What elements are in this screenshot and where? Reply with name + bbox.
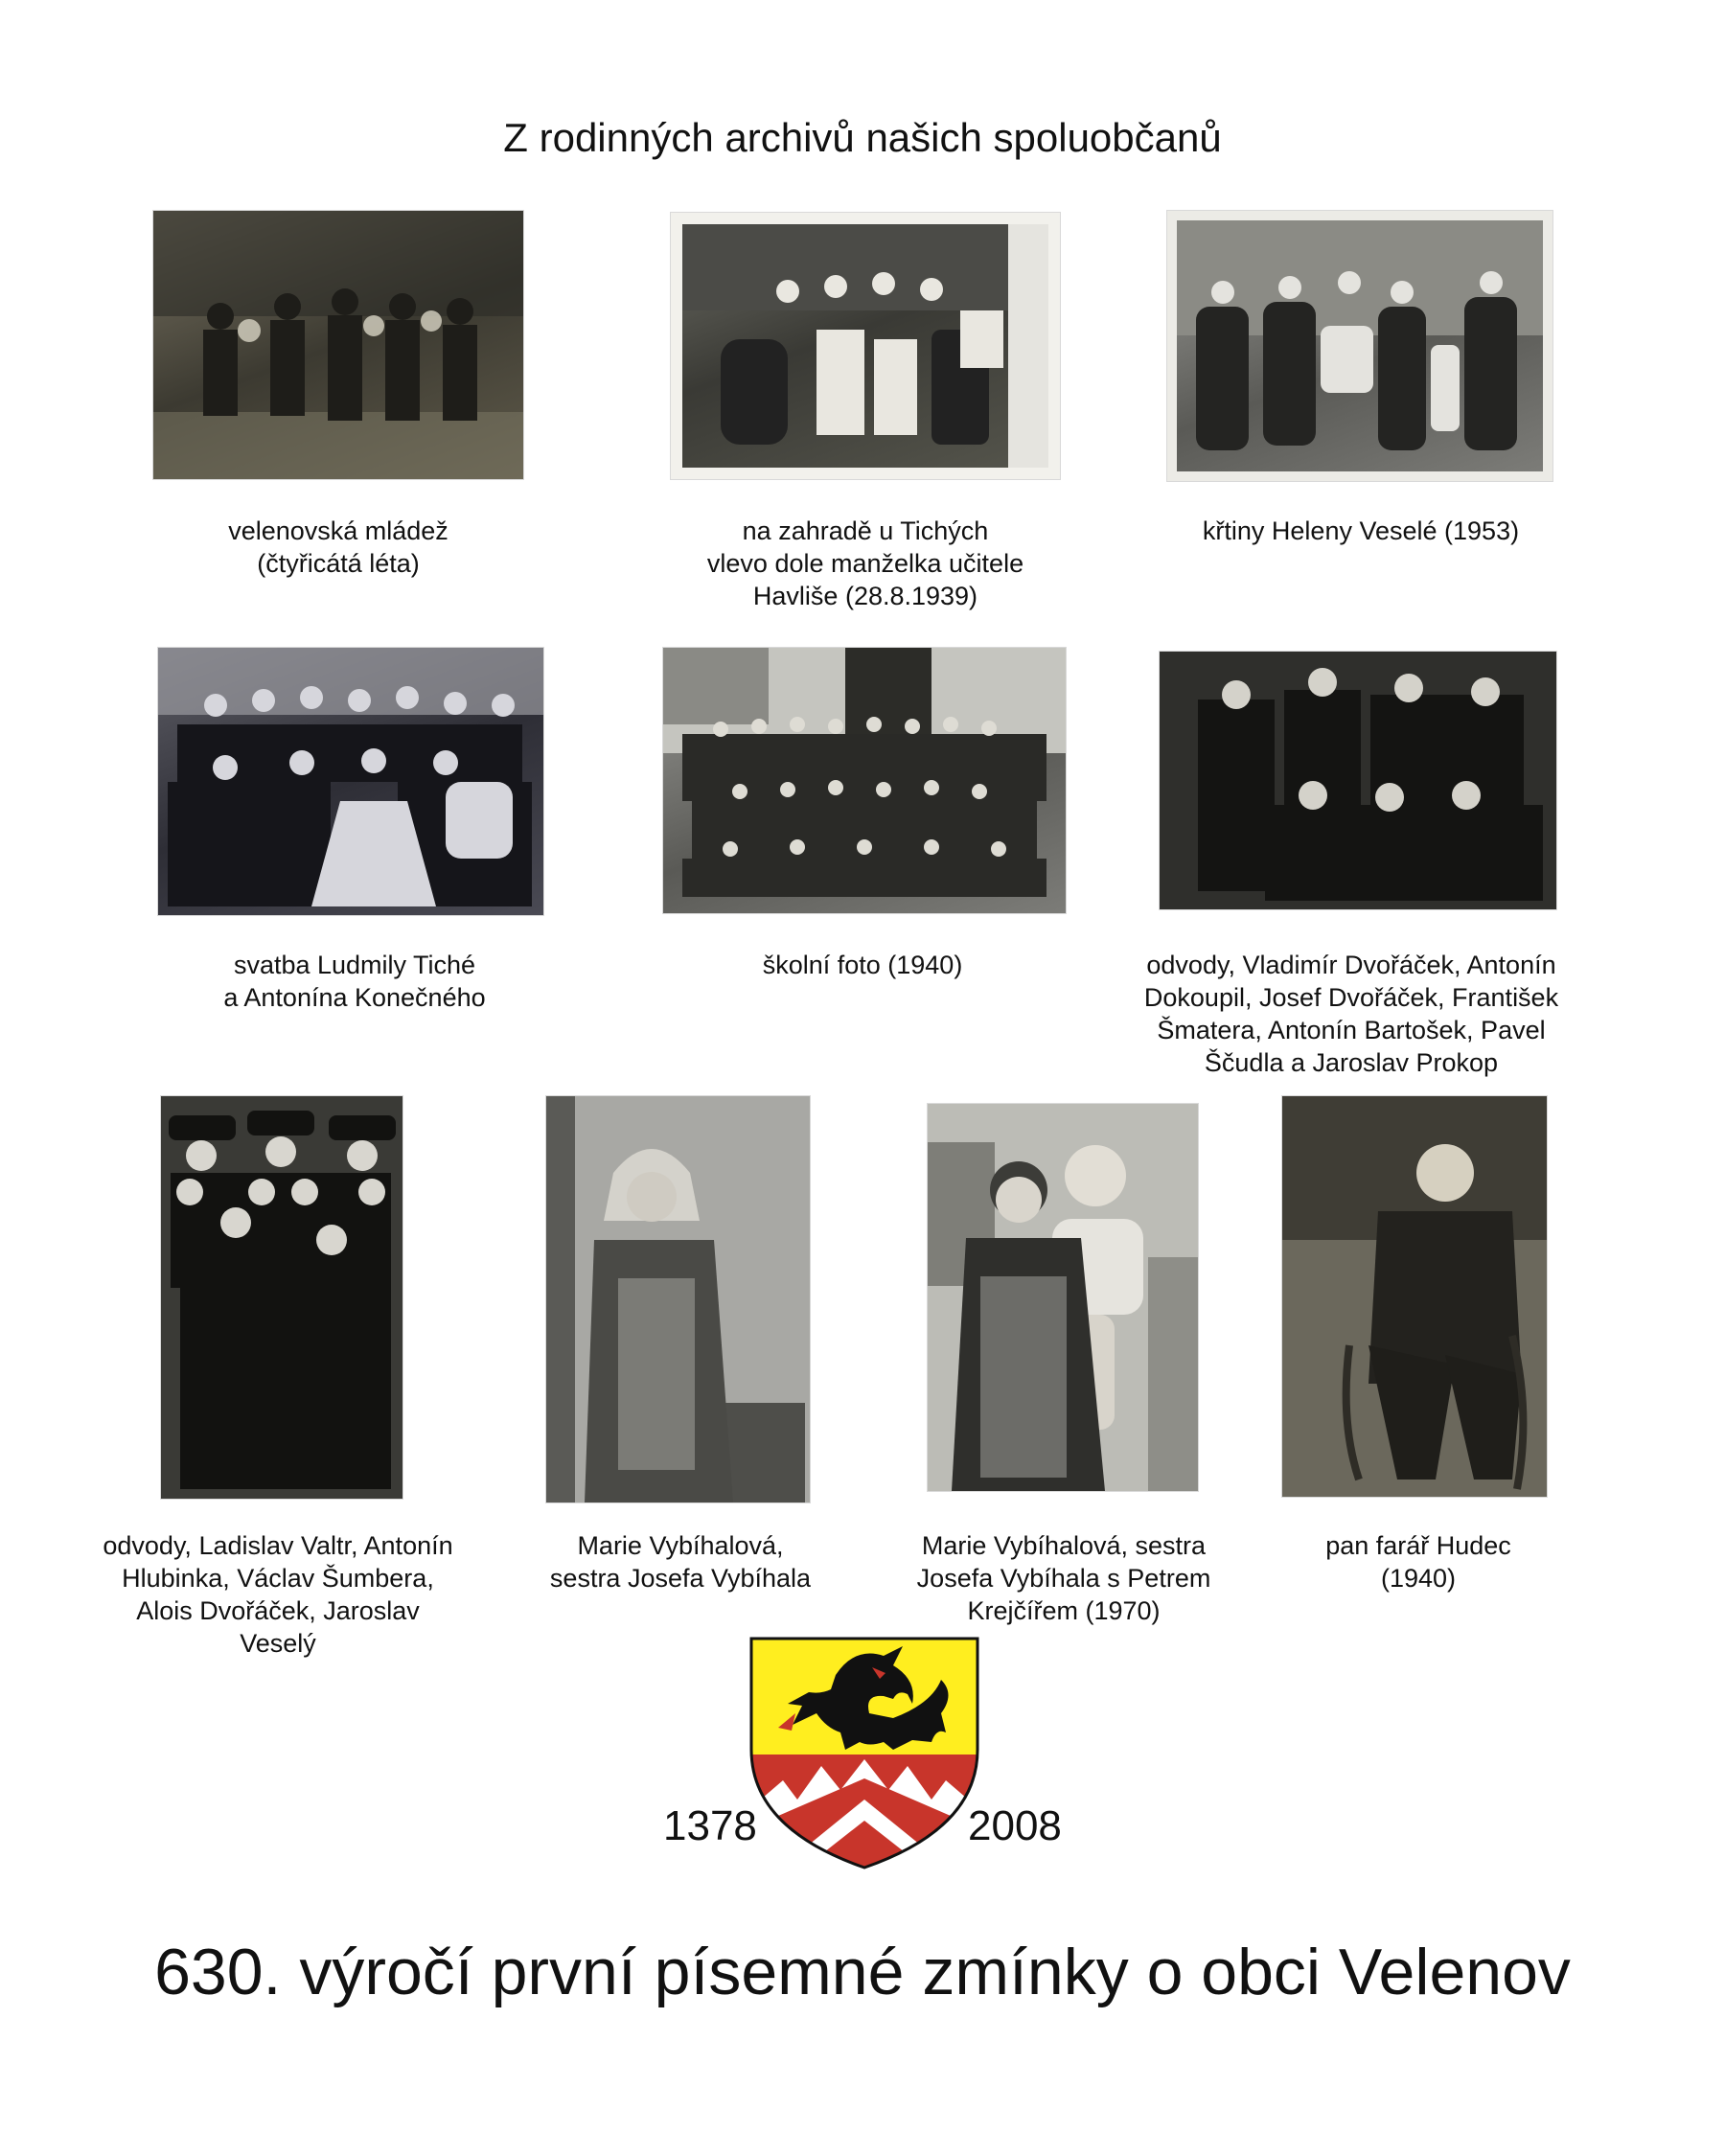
photo-marie-with-petr — [928, 1104, 1198, 1491]
photo-priest-hudec — [1282, 1096, 1547, 1497]
page-footer-heading: 630. výročí první písemné zmínky o obci Velenov — [154, 1936, 1571, 2008]
photo-conscripts-1 — [1160, 652, 1556, 909]
photo-school — [663, 648, 1066, 913]
photo-christening — [1167, 211, 1552, 481]
caption-photo-8: Marie Vybíhalová, sestra Josefa Vybíhala — [549, 1531, 812, 1593]
photo-wedding — [158, 648, 543, 915]
photo-conscripts-2 — [161, 1096, 402, 1499]
coat-of-arms — [749, 1637, 979, 1869]
year-start: 1378 — [663, 1802, 757, 1849]
caption-photo-4: svatba Ludmily Tiché a Antonína Konečného — [223, 951, 486, 1012]
page-title: Z rodinných archivů našich spoluobčanů — [503, 115, 1222, 160]
caption-photo-1: velenovská mládež (čtyřicátá léta) — [228, 516, 448, 578]
caption-photo-2: na zahradě u Tichých vlevo dole manželka učitele Havliše (28.8.1939) — [706, 516, 1024, 610]
year-end: 2008 — [968, 1802, 1062, 1849]
caption-photo-3: křtiny Heleny Veselé (1953) — [1202, 516, 1520, 545]
caption-photo-9: Marie Vybíhalová, sestra Josefa Vybíhala s Petrem Krejčířem (1970) — [916, 1531, 1211, 1625]
coat-of-arms-icon — [749, 1637, 979, 1869]
caption-photo-5: školní foto (1940) — [762, 951, 963, 979]
photo-youth — [153, 211, 523, 479]
photo-garden — [671, 213, 1060, 479]
caption-photo-6: odvody, Vladimír Dvořáček, Antonín Dokoupil, Josef Dvořáček, František Šmatera, Antonín Bartošek, Pavel Ščudla a Jaroslav Prokop — [1143, 951, 1559, 1077]
caption-photo-7: odvody, Ladislav Valtr, Antonín Hlubinka, Václav Šumbera, Alois Dvořáček, Jaroslav Veselý — [103, 1531, 453, 1658]
caption-photo-10: pan farář Hudec (1940) — [1325, 1531, 1511, 1593]
photo-marie-vybihalova — [546, 1096, 810, 1502]
